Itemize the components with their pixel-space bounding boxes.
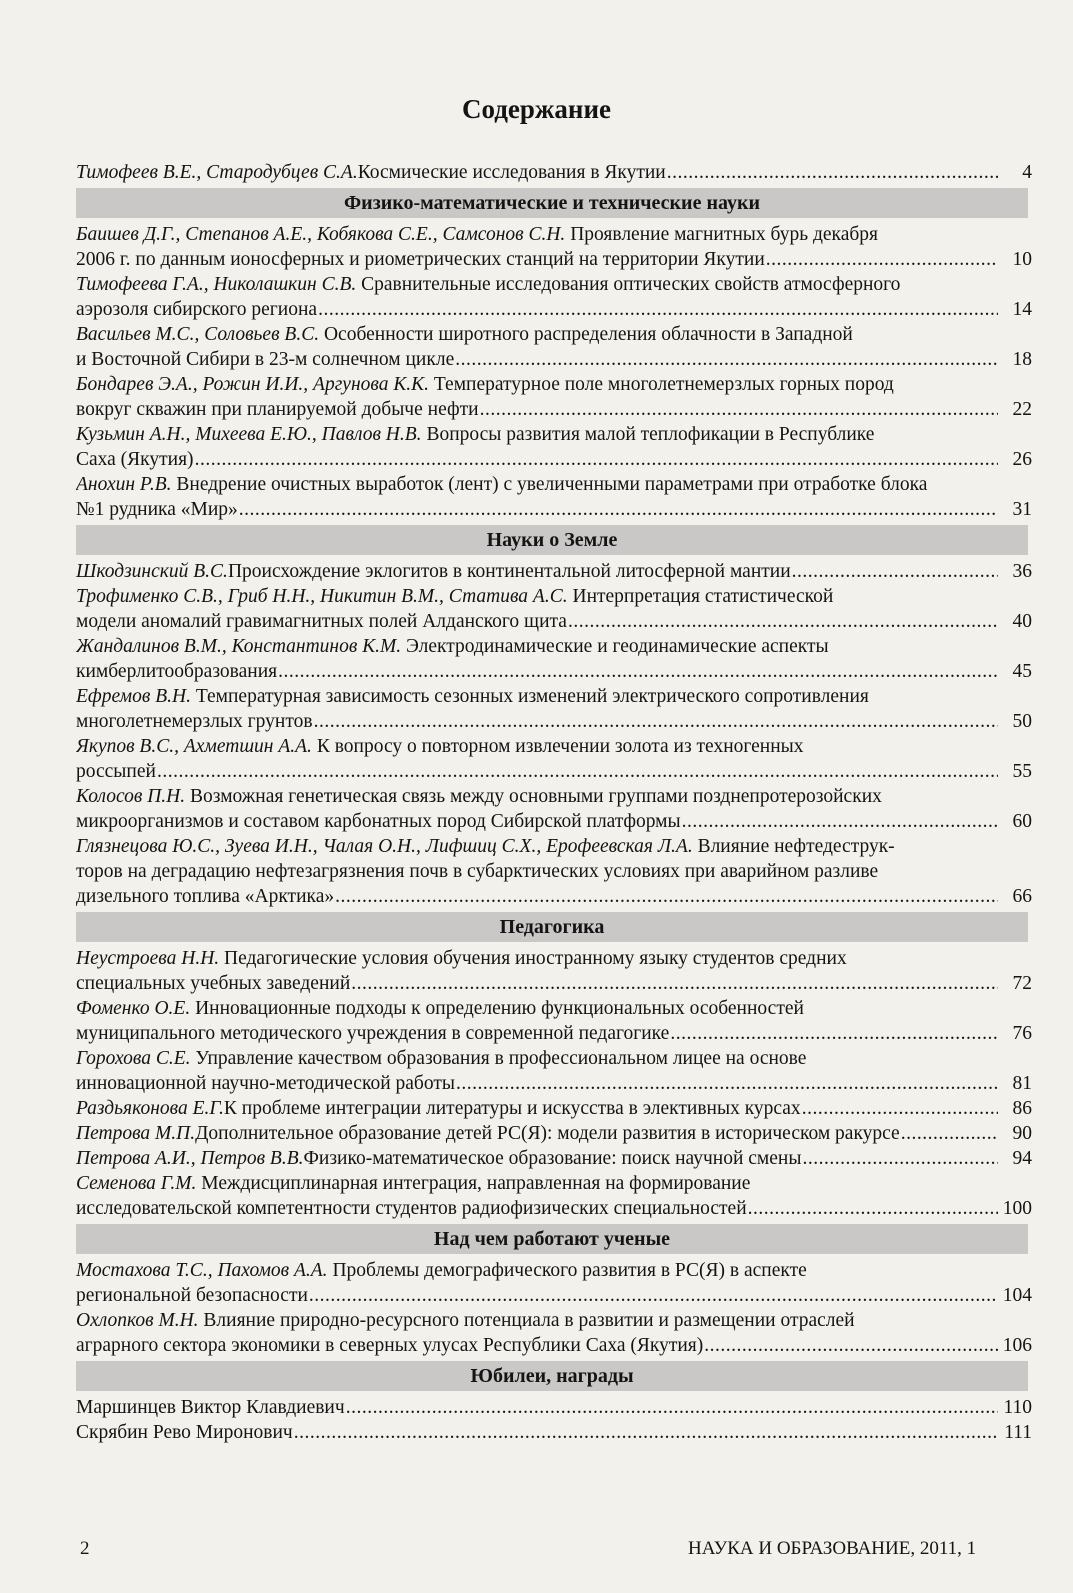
- entry-last-line: [76, 1071, 1032, 1096]
- dot-leader: [480, 397, 998, 422]
- entry-title-continued: кимберлитообразования: [76, 661, 278, 682]
- entry-last-line: [76, 1333, 1032, 1358]
- dot-leader: [335, 884, 998, 909]
- toc-entry[interactable]: [76, 946, 1032, 996]
- entry-authors: Баишев Д.Г., Степанов А.Е., Кобякова С.Е., Самсонов С.Н.: [76, 224, 566, 245]
- entry-authors: Раздьяконова Е.Г.: [76, 1098, 224, 1119]
- entry-first-line: [76, 372, 1032, 397]
- entry-page: 94: [1012, 1148, 1032, 1169]
- entry-title-continued: муниципального методического учреждения в современной педагогике: [76, 1023, 670, 1044]
- entry-page: 10: [1012, 249, 1032, 270]
- toc-entry[interactable]: [76, 996, 1032, 1046]
- entry-authors: Глязнецова Ю.С., Зуева И.Н., Чалая О.Н., Лифшиц С.Х., Ерофеевская Л.А.: [76, 836, 693, 857]
- entry-title: Возможная генетическая связь между основными группами позднепротерозойских: [190, 786, 882, 807]
- toc-entry[interactable]: [76, 222, 1032, 272]
- toc-entry[interactable]: [76, 734, 1032, 784]
- dot-leader: [351, 971, 998, 996]
- entry-page: 111: [1004, 1422, 1032, 1443]
- section-header: Над чем работают ученые: [76, 1224, 1028, 1254]
- toc-entry[interactable]: [76, 584, 1032, 634]
- entry-title: Физико-математическое образование: поиск научной смены: [303, 1148, 802, 1169]
- entry-authors: Петрова А.И., Петров В.В.: [76, 1148, 304, 1169]
- dot-leader: [670, 1021, 998, 1046]
- toc-entry[interactable]: [76, 834, 1032, 909]
- dot-leader: [314, 709, 998, 734]
- entry-authors: Ефремов В.Н.: [76, 686, 191, 707]
- entry-page: 45: [1012, 661, 1032, 682]
- entry-authors: Кузьмин А.Н., Михеева Е.Ю., Павлов Н.В.: [76, 424, 422, 445]
- dot-leader: [309, 1283, 998, 1308]
- dot-leader: [802, 1096, 998, 1121]
- entry-title-continued: вокруг скважин при планируемой добыче нефти: [76, 399, 479, 420]
- toc-entry[interactable]: [76, 1096, 1032, 1121]
- entry-first-line: [76, 1258, 1032, 1283]
- entry-title: Температурная зависимость сезонных изменений электрического сопротивления: [195, 686, 869, 707]
- dot-leader: [456, 1071, 998, 1096]
- entry-title: Особенности широтного распределения облачности в Западной: [323, 324, 853, 345]
- entry-title-continued: и Восточной Сибири в 23-м солнечном цикле: [76, 349, 455, 370]
- entry-page: 60: [1012, 811, 1032, 832]
- entry-first-line: [76, 559, 1032, 584]
- entry-title: Внедрение очистных выработок (лент) с увеличенными параметрами при отработке блока: [176, 474, 928, 495]
- journal-name: НАУКА И ОБРАЗОВАНИЕ, 2011, 1: [688, 1538, 977, 1559]
- toc-entry[interactable]: [76, 1395, 1032, 1420]
- entry-first-line: [76, 272, 1032, 297]
- entry-authors: Колосов П.Н.: [76, 786, 186, 807]
- dot-leader: [318, 297, 998, 322]
- toc-entry[interactable]: [76, 1258, 1032, 1308]
- entry-title-continued: Саха (Якутия): [76, 449, 194, 470]
- entry-first-line: [76, 946, 1032, 971]
- entry-page: 40: [1012, 611, 1032, 632]
- toc-entry[interactable]: [76, 372, 1032, 422]
- entry-page: 76: [1012, 1023, 1032, 1044]
- dot-leader: [294, 1420, 998, 1445]
- entry-first-line: [76, 322, 1032, 347]
- entry-title: Дополнительное образование детей РС(Я): модели развития в историческом ракурсе: [195, 1123, 900, 1144]
- section-header: Юбилеи, награды: [76, 1361, 1028, 1391]
- entry-last-line: [76, 397, 1032, 422]
- entry-title-continued: аэрозоля сибирского региона: [76, 299, 318, 320]
- toc-entry[interactable]: [76, 1171, 1032, 1221]
- entry-title: Маршинцев Виктор Клавдиевич: [76, 1397, 345, 1418]
- entry-title-continued: 2006 г. по данным ионосферных и риометрических станций на территории Якутии: [76, 249, 765, 270]
- toc-entry[interactable]: [76, 1420, 1032, 1445]
- entry-last-line: [76, 247, 1032, 272]
- entry-authors: Тимофеева Г.А., Николашкин С.В.: [76, 274, 357, 295]
- entry-first-line: [76, 1146, 1032, 1171]
- entry-page: 31: [1012, 499, 1032, 520]
- entry-last-line: [76, 447, 1032, 472]
- section-header: Науки о Земле: [76, 525, 1028, 555]
- entry-page: 50: [1012, 711, 1032, 732]
- entry-authors: Трофименко С.В., Гриб Н.Н., Никитин В.М., Статива А.С.: [76, 586, 568, 607]
- entry-title: Инновационные подходы к определению функциональных особенностей: [195, 998, 804, 1019]
- entry-page: 18: [1012, 349, 1032, 370]
- entry-title-continued: многолетнемерзлых грунтов: [76, 711, 313, 732]
- entry-authors: Охлопков М.Н.: [76, 1310, 199, 1331]
- dot-leader: [682, 809, 998, 834]
- entry-authors: Петрова М.П.: [76, 1123, 196, 1144]
- toc-entry[interactable]: [76, 559, 1032, 584]
- entry-last-line: [76, 659, 1032, 684]
- entry-title: Интерпретация статистической: [572, 586, 834, 607]
- dot-leader: [667, 160, 998, 185]
- entry-title-continued: дизельного топлива «Арктика»: [76, 886, 335, 907]
- entry-first-line: [76, 834, 1032, 859]
- entry-title-continued: аграрного сектора экономики в северных улусах Республики Саха (Якутия): [76, 1335, 704, 1356]
- toc-entry[interactable]: [76, 784, 1032, 834]
- entry-last-line: [76, 884, 1032, 909]
- toc-entry[interactable]: [76, 422, 1032, 472]
- entry-last-line: [76, 971, 1032, 996]
- entry-title-continued: микроорганизмов и составом карбонатных пород Сибирской платформы: [76, 811, 681, 832]
- entry-title: Педагогические условия обучения иностранному языку студентов средних: [224, 948, 847, 969]
- entry-first-line: [76, 1171, 1032, 1196]
- entry-last-line: [76, 1196, 1032, 1221]
- entry-title: Электродинамические и геодинамические аспекты: [406, 636, 829, 657]
- entry-last-line: [76, 1283, 1032, 1308]
- entry-page: 36: [1012, 561, 1032, 582]
- entry-page: 14: [1012, 299, 1032, 320]
- toc-entry[interactable]: [76, 1046, 1032, 1096]
- entry-last-line: [76, 609, 1032, 634]
- dot-leader: [748, 1196, 998, 1221]
- entry-first-line: [76, 784, 1032, 809]
- entry-page: 100: [1002, 1198, 1032, 1219]
- entry-title: Космические исследования в Якутии: [357, 162, 666, 183]
- entry-page: 22: [1012, 399, 1032, 420]
- entry-title: Скрябин Рево Миронович: [76, 1422, 293, 1443]
- entry-authors: Неустроева Н.Н.: [76, 948, 220, 969]
- entry-first-line: [76, 1420, 1032, 1445]
- entry-authors: Бондарев Э.А., Рожин И.И., Аргунова К.К.: [76, 374, 429, 395]
- entry-page: 90: [1012, 1123, 1032, 1144]
- section-header: Физико-математические и технические науки: [76, 188, 1028, 218]
- entry-first-line: [76, 1096, 1032, 1121]
- entry-title: Температурное поле многолетнемерзлых горных пород: [433, 374, 894, 395]
- toc-entry[interactable]: [76, 1121, 1032, 1146]
- entry-title: Проявление магнитных бурь декабря: [570, 224, 879, 245]
- entry-last-line: [76, 809, 1032, 834]
- entry-last-line: [76, 297, 1032, 322]
- entry-authors: Васильев М.С., Соловьев В.С.: [76, 324, 320, 345]
- entry-title-continued: исследовательской компетентности студентов радиофизических специальностей: [76, 1198, 747, 1219]
- entry-title-continued: региональной безопасности: [76, 1285, 308, 1306]
- entry-title-continued: специальных учебных заведений: [76, 973, 351, 994]
- entry-last-line: [76, 1021, 1032, 1046]
- dot-leader: [802, 1146, 998, 1171]
- dot-leader: [157, 759, 998, 784]
- entry-page: 86: [1012, 1098, 1032, 1119]
- entry-title-continued: №1 рудника «Мир»: [76, 499, 238, 520]
- entry-title-continued: модели аномалий гравимагнитных полей Алданского щита: [76, 611, 567, 632]
- entry-first-line: [76, 996, 1032, 1021]
- entry-last-line: [76, 759, 1032, 784]
- entry-page: 26: [1012, 449, 1032, 470]
- page-number: 2: [80, 1538, 90, 1559]
- toc-entry[interactable]: [76, 322, 1032, 372]
- entry-title: Управление качеством образования в профессиональном лицее на основе: [195, 1048, 807, 1069]
- entry-title: Сравнительные исследования оптических свойств атмосферного: [361, 274, 901, 295]
- entry-page: 72: [1012, 973, 1032, 994]
- entry-first-line: [76, 684, 1032, 709]
- dot-leader: [704, 1333, 998, 1358]
- toc-entry[interactable]: [76, 160, 1032, 185]
- dot-leader: [901, 1121, 998, 1146]
- entry-first-line: [76, 472, 1032, 497]
- entry-title-continued: россыпей: [76, 761, 156, 782]
- dot-leader: [766, 247, 998, 272]
- entry-title: Влияние природно-ресурсного потенциала в развитии и размещении отраслей: [203, 1310, 855, 1331]
- toc-entry[interactable]: [76, 1308, 1032, 1358]
- entry-title: Происхождение эклогитов в континентальной литосферной мантии: [227, 561, 791, 582]
- entry-first-line: [76, 634, 1032, 659]
- dot-leader: [568, 609, 998, 634]
- entry-authors: Фоменко О.Е.: [76, 998, 191, 1019]
- entry-authors: Жандалинов В.М., Константинов К.М.: [76, 636, 402, 657]
- entry-title-continued: инновационной научно-методической работы: [76, 1073, 455, 1094]
- dot-leader: [195, 447, 998, 472]
- entry-title: Вопросы развития малой теплофикации в Республике: [426, 424, 875, 445]
- toc-entry[interactable]: [76, 684, 1032, 734]
- entry-last-line: [76, 709, 1032, 734]
- entry-authors: Горохова С.Е.: [76, 1048, 191, 1069]
- entry-first-line: [76, 1308, 1032, 1333]
- entry-title: Проблемы демографического развития в РС(Я) в аспекте: [332, 1260, 807, 1281]
- table-of-contents: [76, 160, 1032, 1445]
- entry-page: 110: [1003, 1397, 1032, 1418]
- entry-authors: Семенова Г.М.: [76, 1173, 197, 1194]
- entry-page: 66: [1012, 886, 1032, 907]
- dot-leader: [792, 559, 998, 584]
- entry-title: Междисциплинарная интеграция, направленная на формирование: [201, 1173, 751, 1194]
- entry-middle-line: торов на деградацию нефтезагрязнения почв в субарктических условиях при аварийном разливе: [76, 861, 879, 882]
- entry-first-line: [76, 1046, 1032, 1071]
- entry-page: 4: [1022, 162, 1032, 183]
- entry-first-line: [76, 734, 1032, 759]
- dot-leader: [239, 497, 998, 522]
- entry-first-line: [76, 422, 1032, 447]
- toc-entry[interactable]: [76, 472, 1032, 522]
- entry-title: К вопросу о повторном извлечении золота из техногенных: [316, 736, 804, 757]
- entry-page: 81: [1012, 1073, 1032, 1094]
- dot-leader: [278, 659, 998, 684]
- entry-authors: Якупов В.С., Ахметшин А.А.: [76, 736, 312, 757]
- entry-first-line: [76, 1121, 1032, 1146]
- entry-authors: Мостахова Т.С., Пахомов А.А.: [76, 1260, 328, 1281]
- toc-entry[interactable]: [76, 1146, 1032, 1171]
- entry-authors: Тимофеев В.Е., Стародубцев С.А.: [76, 162, 358, 183]
- page-title: Содержание: [461, 94, 612, 124]
- entry-first-line: [76, 584, 1032, 609]
- toc-entry[interactable]: [76, 272, 1032, 322]
- entry-title: К проблеме интеграции литературы и искусства в элективных курсах: [223, 1098, 801, 1119]
- entry-page: 104: [1002, 1285, 1032, 1306]
- entry-authors: Шкодзинский В.С.: [76, 561, 228, 582]
- entry-first-line: [76, 1395, 1032, 1420]
- dot-leader: [455, 347, 998, 372]
- toc-entry[interactable]: [76, 634, 1032, 684]
- entry-first-line: [76, 160, 1032, 185]
- entry-last-line: [76, 497, 1032, 522]
- entry-authors: Анохин Р.В.: [76, 474, 172, 495]
- entry-last-line: [76, 347, 1032, 372]
- dot-leader: [346, 1395, 998, 1420]
- entry-first-line: [76, 222, 1032, 247]
- entry-page: 55: [1012, 761, 1032, 782]
- entry-title: Влияние нефтедеструк-: [697, 836, 895, 857]
- entry-page: 106: [1002, 1335, 1032, 1356]
- section-header: Педагогика: [76, 912, 1028, 942]
